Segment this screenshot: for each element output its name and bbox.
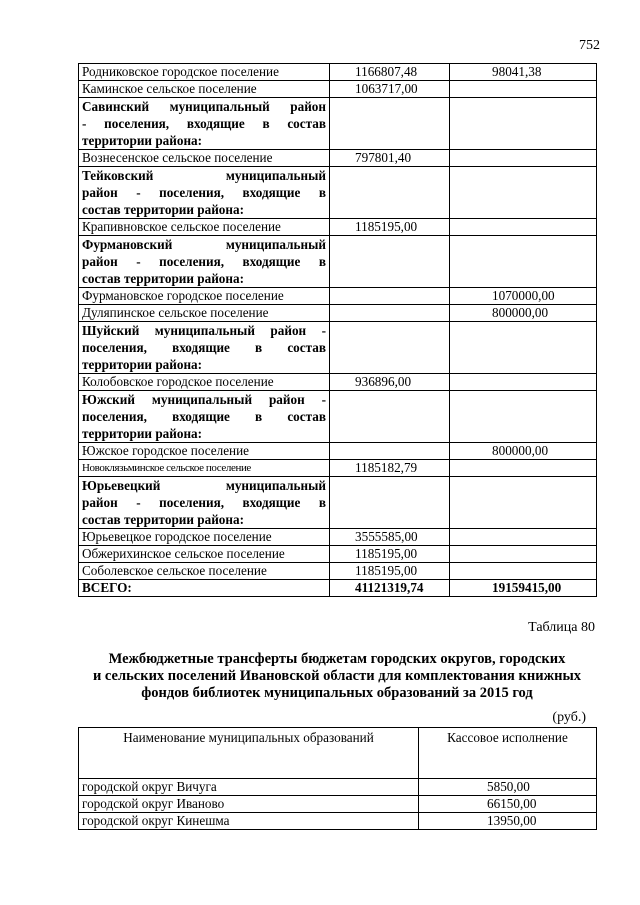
section-title xyxy=(78,651,596,702)
amount-col2: 41121319,74 xyxy=(330,580,450,597)
execution-value: 13950,00 xyxy=(419,813,597,830)
amount-col3: 1070000,00 xyxy=(450,288,597,305)
amount-col2: 1185182,79 xyxy=(330,460,450,477)
district-header-row xyxy=(79,322,597,374)
district-header xyxy=(79,477,330,529)
district-header-line: - поселения, входящие в состав xyxy=(82,116,326,131)
amount-col2: 1185195,00 xyxy=(330,219,450,236)
transfers-table-continued xyxy=(78,63,597,597)
amount-col2: 1185195,00 xyxy=(330,546,450,563)
table-row xyxy=(79,443,597,460)
amount-col3 xyxy=(450,374,597,391)
district-header-row xyxy=(79,477,597,529)
amount-col3: 800000,00 xyxy=(450,305,597,322)
table-row xyxy=(79,779,597,796)
district-header-col3 xyxy=(450,322,597,374)
column-header-name: Наименование муниципальных образований xyxy=(79,728,419,779)
section-title-line: и сельских поселений Ивановской области для комплектования книжных xyxy=(92,668,582,684)
amount-col3 xyxy=(450,563,597,580)
district-header xyxy=(79,236,330,288)
transfers-table-body xyxy=(79,64,597,597)
settlement-name: Обжерихинское сельское поселение xyxy=(79,546,330,563)
settlement-name: Родниковское городское поселение xyxy=(79,64,330,81)
district-header-col2 xyxy=(330,167,450,219)
district-header-line: Тейковский муниципальный xyxy=(82,168,326,183)
district-header-line: район - поселения, входящие в xyxy=(82,185,326,200)
district-header-col3 xyxy=(450,477,597,529)
execution-value: 66150,00 xyxy=(419,796,597,813)
district-header-col2 xyxy=(330,477,450,529)
settlement-name: Фурмановское городское поселение xyxy=(79,288,330,305)
table-row xyxy=(79,150,597,167)
district-header-line: Южский муниципальный район - xyxy=(82,392,326,407)
settlement-name: Соболевское сельское поселение xyxy=(79,563,330,580)
table-row xyxy=(79,563,597,580)
table-label: Таблица 80 xyxy=(528,620,595,635)
amount-col3 xyxy=(450,460,597,477)
settlement-name: Крапивновское сельское поселение xyxy=(79,219,330,236)
district-header-line: поселения, входящие в состав xyxy=(82,340,326,355)
district-header-col3 xyxy=(450,391,597,443)
municipality-name: городской округ Вичуга xyxy=(79,779,419,796)
execution-value: 5850,00 xyxy=(419,779,597,796)
table-header-row xyxy=(79,728,597,779)
settlement-name: Колобовское городское поселение xyxy=(79,374,330,391)
district-header-line: район - поселения, входящие в xyxy=(82,495,326,510)
total-label: ВСЕГО: xyxy=(79,580,330,597)
district-header-line: состав территории района: xyxy=(82,271,244,286)
page-number: 752 xyxy=(579,38,600,53)
municipality-name: городской округ Кинешма xyxy=(79,813,419,830)
amount-col3: 800000,00 xyxy=(450,443,597,460)
district-header xyxy=(79,322,330,374)
table-row xyxy=(79,374,597,391)
district-header-row xyxy=(79,236,597,288)
district-header-line: территории района: xyxy=(82,133,203,148)
table-row xyxy=(79,813,597,830)
district-header-row xyxy=(79,98,597,150)
district-header-col2 xyxy=(330,236,450,288)
district-header-col3 xyxy=(450,98,597,150)
district-header xyxy=(79,167,330,219)
district-header-row xyxy=(79,391,597,443)
district-header-line: район - поселения, входящие в xyxy=(82,254,326,269)
table-row xyxy=(79,81,597,98)
table-row xyxy=(79,460,597,477)
amount-col2: 1166807,48 xyxy=(330,64,450,81)
amount-col2 xyxy=(330,305,450,322)
settlement-name: Каминское сельское поселение xyxy=(79,81,330,98)
amount-col3 xyxy=(450,81,597,98)
section-title-line: Межбюджетные трансферты бюджетам городских округов, городских xyxy=(108,651,566,667)
amount-col3: 19159415,00 xyxy=(450,580,597,597)
section-title-line: фондов библиотек муниципальных образований за 2015 год xyxy=(141,685,533,701)
amount-col3 xyxy=(450,529,597,546)
district-header xyxy=(79,391,330,443)
district-header-col2 xyxy=(330,98,450,150)
table-row xyxy=(79,529,597,546)
district-header-line: территории района: xyxy=(82,357,203,372)
district-header xyxy=(79,98,330,150)
table-row xyxy=(79,546,597,563)
amount-col3 xyxy=(450,219,597,236)
amount-col2: 936896,00 xyxy=(330,374,450,391)
total-row xyxy=(79,580,597,597)
library-transfers-table xyxy=(78,727,597,830)
district-header-line: территории района: xyxy=(82,426,203,441)
district-header-line: Савинский муниципальный район xyxy=(82,99,326,114)
table-row xyxy=(79,288,597,305)
district-header-col3 xyxy=(450,236,597,288)
district-header-line: поселения, входящие в состав xyxy=(82,409,326,424)
settlement-name: Южское городское поселение xyxy=(79,443,330,460)
amount-col3: 98041,38 xyxy=(450,64,597,81)
amount-col2: 1063717,00 xyxy=(330,81,450,98)
settlement-name: Юрьевецкое городское поселение xyxy=(79,529,330,546)
district-header-col2 xyxy=(330,322,450,374)
district-header-line: Фурмановский муниципальный xyxy=(82,237,326,252)
district-header-col2 xyxy=(330,391,450,443)
column-header-execution: Кассовое исполнение xyxy=(419,728,597,779)
unit-note: (руб.) xyxy=(552,710,586,725)
amount-col2: 1185195,00 xyxy=(330,563,450,580)
district-header-line: состав территории района: xyxy=(82,202,244,217)
district-header-row xyxy=(79,167,597,219)
table-row xyxy=(79,64,597,81)
settlement-name: Вознесенское сельское поселение xyxy=(79,150,330,167)
amount-col2 xyxy=(330,288,450,305)
amount-col3 xyxy=(450,546,597,563)
amount-col2: 797801,40 xyxy=(330,150,450,167)
district-header-line: Юрьевецкий муниципальный xyxy=(82,478,326,493)
table-row xyxy=(79,219,597,236)
table-row xyxy=(79,796,597,813)
settlement-name: Дуляпинское сельское поселение xyxy=(79,305,330,322)
table-row xyxy=(79,305,597,322)
district-header-line: Шуйский муниципальный район - xyxy=(82,323,326,338)
settlement-name: Новоклязьминское сельское поселение xyxy=(79,460,330,477)
amount-col2: 3555585,00 xyxy=(330,529,450,546)
municipality-name: городской округ Иваново xyxy=(79,796,419,813)
amount-col3 xyxy=(450,150,597,167)
amount-col2 xyxy=(330,443,450,460)
district-header-col3 xyxy=(450,167,597,219)
district-header-line: состав территории района: xyxy=(82,512,244,527)
